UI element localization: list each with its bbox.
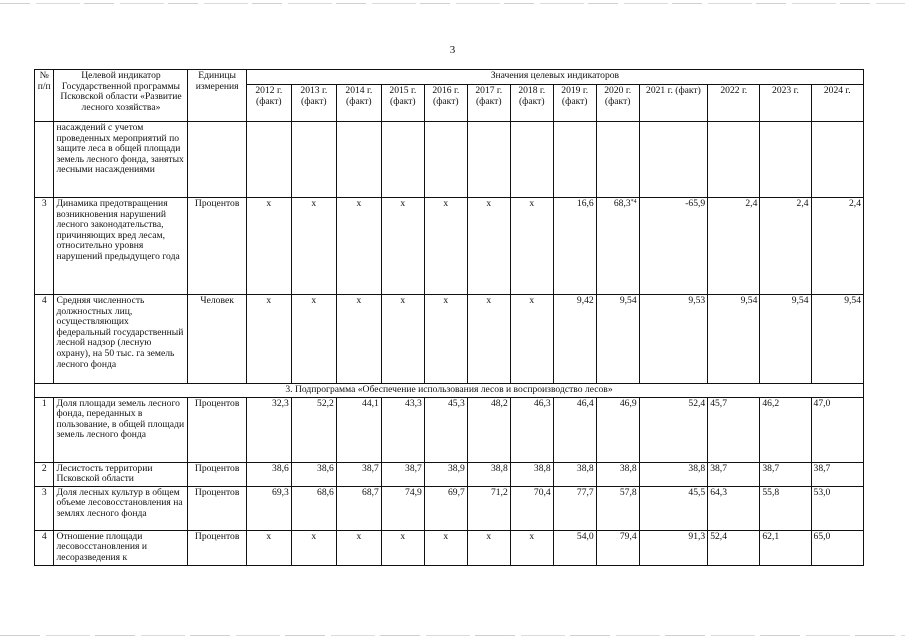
header-year: 2013 г. (факт) (291, 85, 336, 122)
value-cell (639, 122, 708, 198)
value-cell: 9,54 (596, 295, 639, 384)
value-cell: 46,3 (510, 397, 553, 462)
value-cell: 45,3 (424, 397, 467, 462)
indicator-name: Отношение площади лесовосстановления и лесоразведения к (54, 530, 188, 565)
indicator-name: Доля площади земель лесного фонда, переданных в пользование, в общей площади земель лесного фонда (54, 397, 188, 462)
value-cell: x (291, 198, 336, 295)
value-cell: 44,1 (336, 397, 381, 462)
header-values-group: Значения целевых индикаторов (246, 70, 863, 85)
table-row (35, 486, 864, 530)
header-year: 2021 г. (факт) (639, 85, 708, 122)
value-cell: 55,8 (760, 486, 811, 530)
value-cell: 9,42 (553, 295, 596, 384)
row-number: 4 (35, 295, 54, 384)
header-year: 2024 г. (811, 85, 863, 122)
value-cell (510, 122, 553, 198)
value-cell: 46,9 (596, 397, 639, 462)
value-cell: 38,8 (553, 462, 596, 486)
value-cell: x (467, 198, 510, 295)
row-number: 3 (35, 198, 54, 295)
value-cell: x (467, 530, 510, 565)
value-cell: 79,4 (596, 530, 639, 565)
value-cell: 77,7 (553, 486, 596, 530)
row-number (35, 122, 54, 198)
value-cell: x (510, 295, 553, 384)
value-cell: 45,7 (708, 397, 760, 462)
value-cell: 52,4 (708, 530, 760, 565)
value-cell: 62,1 (760, 530, 811, 565)
value-cell: 64,3 (708, 486, 760, 530)
value-cell: 69,3 (246, 486, 291, 530)
value-cell: x (424, 295, 467, 384)
header-year: 2018 г. (факт) (510, 85, 553, 122)
value-cell: 9,53 (639, 295, 708, 384)
unit-cell: Процентов (188, 198, 246, 295)
value-cell: x (510, 198, 553, 295)
value-cell: x (424, 530, 467, 565)
value-cell: x (246, 530, 291, 565)
indicator-name: Лесистость территории Псковской области (54, 462, 188, 486)
value-cell (553, 122, 596, 198)
value-cell: 68,7 (336, 486, 381, 530)
value-cell (291, 122, 336, 198)
footnote-marker: *4 (630, 199, 637, 205)
value-cell: 47,0 (811, 397, 863, 462)
indicator-name: насаждений с учетом проведенных мероприятий по защите леса в общей площади земель лесного фонда, занятых лесными насаждениями (54, 122, 188, 198)
value-cell: 57,8 (596, 486, 639, 530)
header-year: 2014 г. (факт) (336, 85, 381, 122)
value-cell: 38,7 (336, 462, 381, 486)
value-cell: 2,4 (811, 198, 863, 295)
unit-cell: Процентов (188, 462, 246, 486)
value-cell: 52,2 (291, 397, 336, 462)
value-cell: 38,8 (467, 462, 510, 486)
value-cell: x (424, 198, 467, 295)
value-cell: 91,3 (639, 530, 708, 565)
value-cell (424, 122, 467, 198)
value-cell: x (246, 198, 291, 295)
value-cell: -65,9 (639, 198, 708, 295)
value-cell: 9,54 (708, 295, 760, 384)
value-cell: 52,4 (639, 397, 708, 462)
header-unit: Единицы измерения (188, 70, 246, 122)
value-cell: 38,6 (291, 462, 336, 486)
value-cell: x (381, 295, 424, 384)
row-number: 4 (35, 530, 54, 565)
section-title: 3. Подпрограмма «Обеспечение использования лесов и воспроизводство лесов» (35, 384, 864, 398)
value-cell: x (381, 198, 424, 295)
header-year: 2022 г. (708, 85, 760, 122)
indicator-name: Динамика предотвращения возникновения нарушений лесного законодательства, причиняющих вред лесам, относительно уровня нарушений предыдущего года (54, 198, 188, 295)
header-year: 2023 г. (760, 85, 811, 122)
value-cell (596, 122, 639, 198)
scan-edge-top (0, 3, 905, 4)
value-cell: x (467, 295, 510, 384)
value-cell: 68,6 (291, 486, 336, 530)
scan-edge-bottom (0, 635, 905, 636)
value-cell: x (336, 295, 381, 384)
value-cell: 38,9 (424, 462, 467, 486)
table-row (35, 122, 864, 198)
table-row (35, 397, 864, 462)
value-cell: 16,6 (553, 198, 596, 295)
row-number: 2 (35, 462, 54, 486)
value-cell: 38,7 (760, 462, 811, 486)
header-year: 2016 г. (факт) (424, 85, 467, 122)
value-cell: x (291, 295, 336, 384)
value-cell (811, 122, 863, 198)
unit-cell: Процентов (188, 486, 246, 530)
value-cell: 38,7 (381, 462, 424, 486)
header-indicator: Целевой индикатор Государственной программы Псковской области «Развитие лесного хозяйства» (54, 70, 188, 122)
value-cell: 45,5 (639, 486, 708, 530)
value-cell: 38,8 (639, 462, 708, 486)
value-cell: x (291, 530, 336, 565)
table-row (35, 462, 864, 486)
header-num: № п/п (35, 70, 54, 122)
value-cell: 32,3 (246, 397, 291, 462)
row-number: 3 (35, 486, 54, 530)
value-cell: 69,7 (424, 486, 467, 530)
value-cell: 65,0 (811, 530, 863, 565)
value-cell: x (246, 295, 291, 384)
value-cell: 38,7 (811, 462, 863, 486)
header-row-1 (35, 70, 864, 85)
value-cell (381, 122, 424, 198)
value-cell: x (510, 530, 553, 565)
unit-cell (188, 122, 246, 198)
value-cell: 46,2 (760, 397, 811, 462)
value-cell: 38,7 (708, 462, 760, 486)
value-cell: 43,3 (381, 397, 424, 462)
value-cell (246, 122, 291, 198)
value-cell (467, 122, 510, 198)
header-year: 2015 г. (факт) (381, 85, 424, 122)
value-cell: 38,8 (510, 462, 553, 486)
header-year: 2012 г. (факт) (246, 85, 291, 122)
header-year: 2017 г. (факт) (467, 85, 510, 122)
value-cell (708, 122, 760, 198)
value-cell (760, 122, 811, 198)
table-body (35, 122, 864, 566)
header-year: 2019 г. (факт) (553, 85, 596, 122)
value-cell: 53,0 (811, 486, 863, 530)
value-cell: 9,54 (811, 295, 863, 384)
section-row (35, 384, 864, 398)
value-cell: 54,0 (553, 530, 596, 565)
value-cell: 2,4 (708, 198, 760, 295)
value-cell: 48,2 (467, 397, 510, 462)
unit-cell: Процентов (188, 530, 246, 565)
value-cell: 38,6 (246, 462, 291, 486)
unit-cell: Процентов (188, 397, 246, 462)
indicator-name: Средняя численность должностных лиц, осуществляющих федеральный государственный лесной надзор (лесную охрану), на 50 тыс. га земель лесного фонда (54, 295, 188, 384)
table-row (35, 530, 864, 565)
page-number: 3 (449, 44, 456, 56)
value-cell: 9,54 (760, 295, 811, 384)
header-year: 2020 г. (факт) (596, 85, 639, 122)
value-cell (336, 122, 381, 198)
value-cell: 74,9 (381, 486, 424, 530)
row-number: 1 (35, 397, 54, 462)
value-cell: 71,2 (467, 486, 510, 530)
value-cell: 46,4 (553, 397, 596, 462)
value-cell: x (336, 530, 381, 565)
table-row (35, 295, 864, 384)
indicators-table (34, 69, 864, 566)
value-cell: x (381, 530, 424, 565)
table-row (35, 198, 864, 295)
unit-cell: Человек (188, 295, 246, 384)
value-cell: 70,4 (510, 486, 553, 530)
value-cell: 68,3$^{*4}$ (596, 198, 639, 295)
value-cell: 2,4 (760, 198, 811, 295)
value-cell: x (336, 198, 381, 295)
value-cell: 38,8 (596, 462, 639, 486)
indicator-name: Доля лесных культур в общем объеме лесовосстановления на землях лесного фонда (54, 486, 188, 530)
